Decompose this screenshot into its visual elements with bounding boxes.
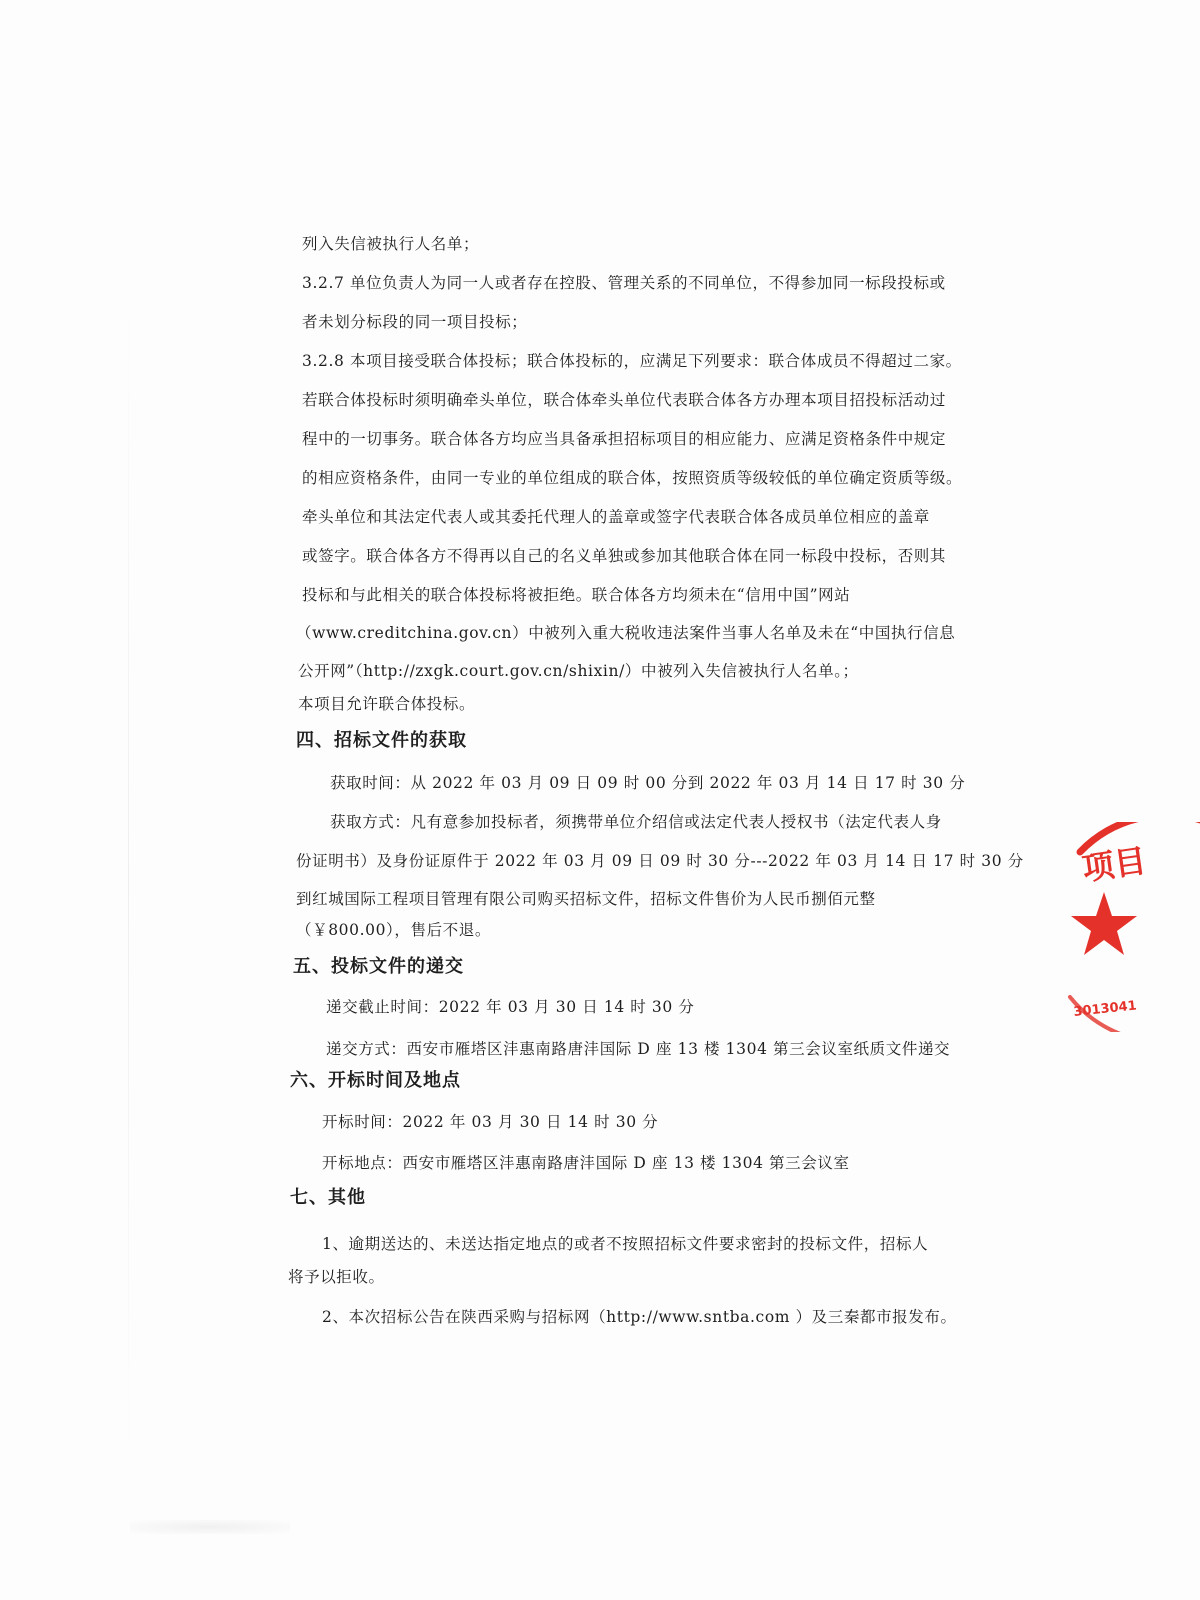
text-line: 的相应资格条件，由同一专业的单位组成的联合体，按照资质等级较低的单位确定资质等级。	[302, 469, 963, 487]
text-line: 牵头单位和其法定代表人或其委托代理人的盖章或签字代表联合体各成员单位相应的盖章	[302, 508, 930, 526]
other-item: 将予以拒收。	[288, 1268, 385, 1286]
submit-deadline: 递交截止时间：2022 年 03 月 30 日 14 时 30 分	[326, 998, 695, 1016]
acquire-method: 到红城国际工程项目管理有限公司购买招标文件，招标文件售价为人民币捌佰元整	[296, 890, 876, 908]
text-line: 投标和与此相关的联合体投标将被拒绝。联合体各方均须未在“信用中国”网站	[302, 586, 851, 604]
text-line: 程中的一切事务。联合体各方均应当具备承担招标项目的相应能力、应满足资格条件中规定	[302, 430, 947, 448]
scan-shadow	[130, 1520, 290, 1534]
section-heading: 六、开标时间及地点	[290, 1070, 461, 1091]
text-line: 3.2.8 本项目接受联合体投标；联合体投标的，应满足下列要求：联合体成员不得超过二家。	[302, 352, 962, 370]
acquire-method: （￥800.00），售后不退。	[296, 921, 491, 939]
text-line: 3.2.7 单位负责人为同一人或者存在控股、管理关系的不同单位，不得参加同一标段投标或	[302, 274, 946, 292]
text-line: 或签字。联合体各方不得再以自己的名义单独或参加其他联合体在同一标段中投标，否则其	[302, 547, 947, 565]
section-heading: 七、其他	[290, 1187, 366, 1208]
text-line: 若联合体投标时须明确牵头单位，联合体牵头单位代表联合体各方办理本项目招投标活动过	[302, 391, 947, 409]
acquire-method: 获取方式：凡有意参加投标者，须携带单位介绍信或法定代表人授权书（法定代表人身	[330, 813, 942, 831]
text-line: 本项目允许联合体投标。	[298, 695, 476, 713]
text-line: 者未划分标段的同一项目投标；	[302, 313, 528, 331]
text-line: 列入失信被执行人名单；	[302, 235, 480, 253]
section-heading: 五、投标文件的递交	[293, 956, 464, 977]
company-seal	[1062, 822, 1200, 1032]
opening-place: 开标地点：西安市雁塔区沣惠南路唐沣国际 D 座 13 楼 1304 第三会议室	[322, 1154, 850, 1172]
seal-code: 3013041	[1072, 998, 1138, 1020]
other-item: 1、逾期送达的、未送达指定地点的或者不按照招标文件要求密封的投标文件，招标人	[322, 1235, 929, 1253]
acquire-method: 份证明书）及身份证原件于 2022 年 03 月 09 日 09 时 30 分---2022 年 03 月 14 日 17 时 30 分	[296, 852, 1024, 870]
seal-text: 项目	[1079, 841, 1149, 888]
acquire-time: 获取时间：从 2022 年 03 月 09 日 09 时 00 分到 2022 年 03 月 14 日 17 时 30 分	[330, 774, 966, 792]
text-line: （www.creditchina.gov.cn）中被列入重大税收违法案件当事人名单及未在“中国执行信息	[296, 624, 956, 642]
text-line: 公开网”（http://zxgk.court.gov.cn/shixin/）中被列入失信被执行人名单。；	[298, 662, 859, 680]
opening-time: 开标时间：2022 年 03 月 30 日 14 时 30 分	[322, 1113, 659, 1131]
submit-method: 递交方式：西安市雁塔区沣惠南路唐沣国际 D 座 13 楼 1304 第三会议室纸质文件递交	[326, 1040, 951, 1058]
section-heading: 四、招标文件的获取	[296, 730, 467, 751]
other-item: 2、本次招标公告在陕西采购与招标网（http://www.sntba.com ）及三秦都市报发布。	[322, 1308, 957, 1326]
scan-shadow	[128, 300, 129, 1460]
